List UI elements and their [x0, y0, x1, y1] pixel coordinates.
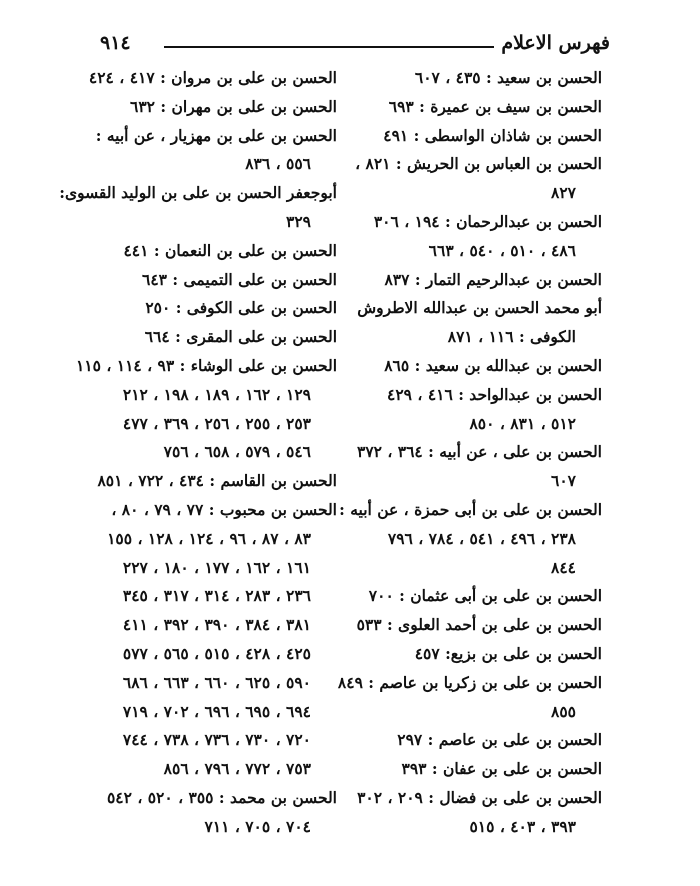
index-entry: الحسن بن على ، عن أبيه : ٣٦٤ ، ٣٧٢ — [357, 442, 602, 462]
index-entry: أبو محمد الحسن بن عبدالله الاطروش — [357, 298, 602, 318]
index-entry: الحسن بن عبدالرحيم التمار : ٨٣٧ — [384, 269, 602, 289]
index-entry: الحسن بن على بن أحمد العلوى : ٥٣٣ — [356, 615, 602, 635]
index-entry: الحسن بن على بن مهزيار ، عن أبيه : — [95, 125, 337, 145]
index-entry-continuation: ٥٥٦ ، ٨٣٦ — [245, 154, 311, 174]
index-entry-continuation: ٤٨٦ ، ٥١٠ ، ٥٤٠ ، ٦٦٣ — [428, 240, 576, 260]
index-entry: الحسن بن على المقرى : ٦٦٤ — [144, 327, 337, 347]
index-entry: الحسن بن العباس بن الحريش : ٨٢١ ، — [355, 154, 602, 174]
index-entry-continuation: ٣٢٩ — [286, 211, 311, 231]
header-rule — [164, 46, 494, 48]
index-entry: الحسن بن على بن أبى حمزة ، عن أبيه : — [339, 499, 602, 519]
index-entry-continuation: ٨٢٧ — [551, 183, 576, 203]
index-entry-continuation: ١٦١ ، ١٦٢ ، ١٧٧ ، ١٨٠ ، ٢٢٧ — [122, 557, 311, 577]
index-entry-continuation: ٨٥٥ — [551, 701, 576, 721]
index-entry-continuation: ٤٢٥ ، ٤٢٨ ، ٥١٥ ، ٥٦٥ ، ٥٧٧ — [122, 643, 311, 663]
index-entry: الحسن بن على الكوفى : ٢٥٠ — [145, 298, 337, 318]
index-column-left — [59, 64, 337, 842]
index-entry-continuation: الكوفى : ١١٦ ، ٨٧١ — [447, 327, 576, 347]
index-entry: الحسن بن سيف بن عميرة : ٦٩٣ — [388, 96, 602, 116]
index-entry: الحسن بن على بن زكريا بن عاصم : ٨٤٩ — [337, 672, 602, 692]
index-entry: الحسن بن على بن بزيع: ٤٥٧ — [414, 643, 602, 663]
index-entry-continuation: ٣٩٣ ، ٤٠٣ ، ٥١٥ — [469, 816, 576, 836]
index-entry-continuation: ٢٣٦ ، ٢٨٣ ، ٣١٤ ، ٣١٧ ، ٣٤٥ — [122, 586, 311, 606]
index-entry-continuation: ٨٣ ، ٨٧ ، ٩٦ ، ١٢٤ ، ١٢٨ ، ١٥٥ — [107, 528, 311, 548]
index-entry-continuation: ٧٠٤ ، ٧٠٥ ، ٧١١ — [204, 816, 311, 836]
index-entry-continuation: ٢٥٣ ، ٢٥٥ ، ٢٥٦ ، ٣٦٩ ، ٤٧٧ — [122, 413, 311, 433]
index-entry-continuation: ٥٩٠ ، ٦٢٥ ، ٦٦٠ ، ٦٦٣ ، ٦٨٦ — [122, 672, 311, 692]
index-entry: الحسن بن على بن مهران : ٦٣٢ — [130, 96, 337, 116]
index-entry: الحسن بن عبدالرحمان : ١٩٤ ، ٣٠٦ — [373, 211, 602, 231]
index-entry: الحسن بن على التميمى : ٦٤٣ — [142, 269, 337, 289]
index-entry: الحسن بن محمد : ٣٥٥ ، ٥٢٠ ، ٥٤٢ — [106, 787, 337, 807]
index-entry: الحسن بن عبدالله بن سعيد : ٨٦٥ — [384, 355, 602, 375]
index-entry-continuation: ٧٥٣ ، ٧٧٢ ، ٧٩٦ ، ٨٥٦ — [163, 759, 311, 779]
index-entry: الحسن بن عبدالواحد : ٤١٦ ، ٤٢٩ — [387, 384, 602, 404]
index-entry-continuation: ٨٤٤ — [551, 557, 576, 577]
index-entry-continuation: ٧٢٠ ، ٧٣٠ ، ٧٣٦ ، ٧٣٨ ، ٧٤٤ — [122, 730, 311, 750]
index-entry: الحسن بن على بن مروان : ٤١٧ ، ٤٢٤ — [88, 68, 337, 87]
index-entry-continuation: ٢٣٨ ، ٤٩٦ ، ٥٤١ ، ٧٨٤ ، ٧٩٦ — [387, 528, 576, 548]
page-header — [100, 32, 610, 62]
index-entry-continuation: ٦٩٤ ، ٦٩٥ ، ٦٩٦ ، ٧٠٢ ، ٧١٩ — [122, 701, 311, 721]
index-entry: الحسن بن سعيد : ٤٣٥ ، ٦٠٧ — [414, 68, 602, 87]
running-title: فهرس الاعلام — [501, 32, 610, 54]
index-entry: الحسن بن على الوشاء : ٩٣ ، ١١٤ ، ١١٥ — [75, 355, 337, 375]
index-entry-continuation: ١٢٩ ، ١٦٢ ، ١٨٩ ، ١٩٨ ، ٢١٢ — [122, 384, 311, 404]
index-entry: أبوجعفر الحسن بن على بن الوليد القسوى: — [59, 183, 337, 203]
index-entry-continuation: ٣٨١ ، ٣٨٤ ، ٣٩٠ ، ٣٩٢ ، ٤١١ — [122, 615, 311, 635]
index-entry: الحسن بن على بن أبى عثمان : ٧٠٠ — [368, 586, 602, 606]
index-entry: الحسن بن على بن النعمان : ٤٤١ — [123, 240, 337, 260]
index-entry: الحسن بن القاسم : ٤٣٤ ، ٧٢٢ ، ٨٥١ — [97, 471, 337, 491]
index-entry-continuation: ٥٤٦ ، ٥٧٩ ، ٦٥٨ ، ٧٥٦ — [163, 442, 311, 462]
index-entry: الحسن بن على بن فضال : ٢٠٩ ، ٣٠٢ — [357, 787, 602, 807]
index-entry: الحسن بن محبوب : ٧٧ ، ٧٩ ، ٨٠ ، — [111, 499, 337, 519]
index-entry: الحسن بن على بن عاصم : ٢٩٧ — [397, 730, 602, 750]
index-column-right — [337, 64, 602, 842]
index-entry: الحسن بن شاذان الواسطى : ٤٩١ — [383, 125, 602, 145]
index-entry-continuation: ٥١٢ ، ٨٣١ ، ٨٥٠ — [469, 413, 576, 433]
page-number: ٩١٤ — [100, 32, 131, 54]
index-entry: الحسن بن على بن عفان : ٣٩٣ — [401, 759, 602, 779]
index-entry-continuation: ٦٠٧ — [551, 471, 576, 491]
